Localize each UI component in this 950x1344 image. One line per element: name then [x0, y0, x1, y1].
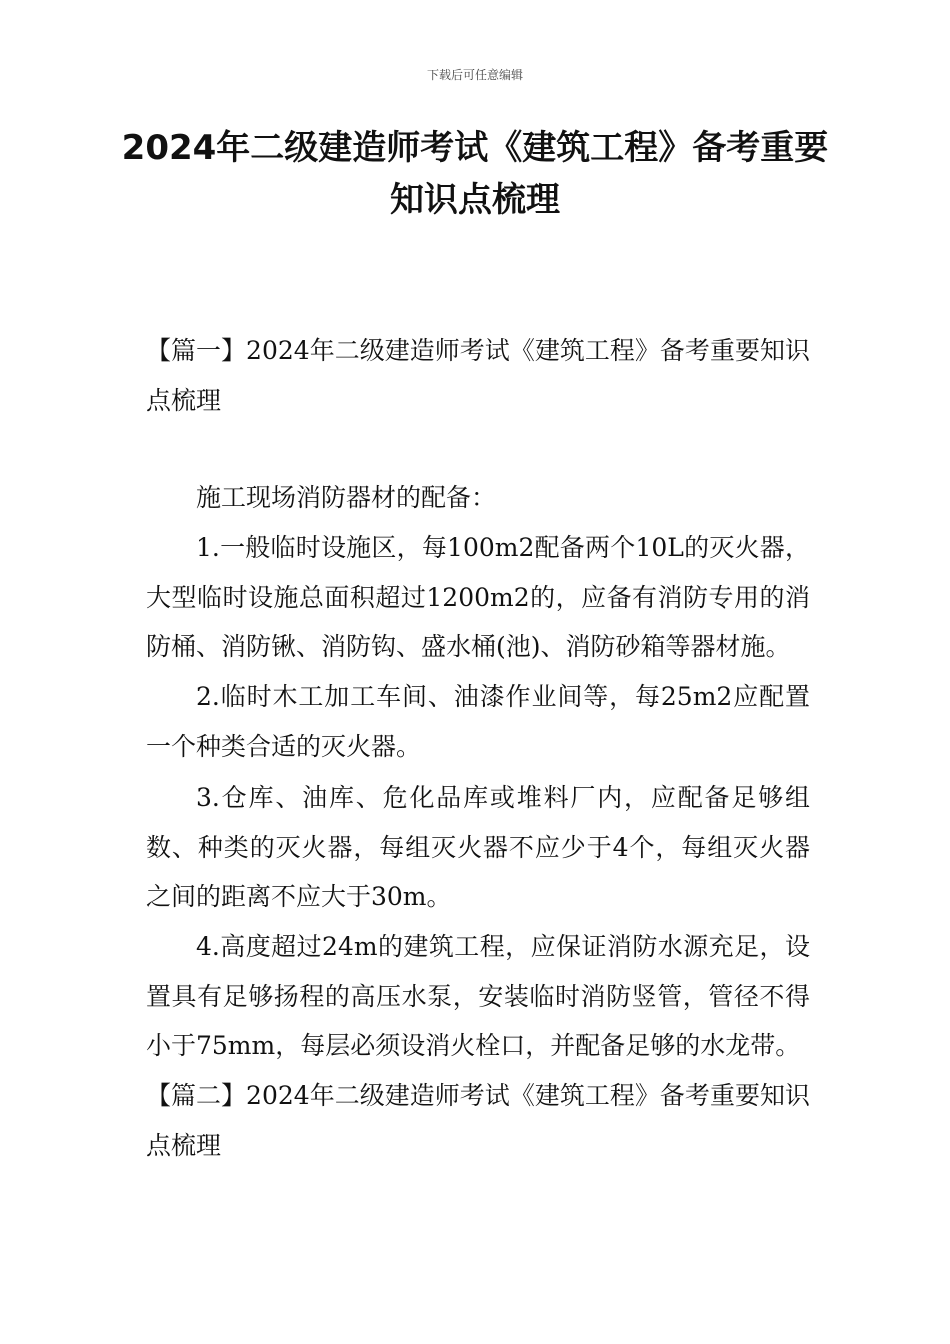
list-item-1: 1.一般临时设施区，每100m2配备两个10L的灭火器，大型临时设施总面积超过1200m2的，应备有消防专用的消防桶、消防锹、消防钩、盛水桶(池)、消防砂箱等器材施。 [146, 533, 810, 661]
list-item-4: 4.高度超过24m的建筑工程，应保证消防水源充足，设置具有足够扬程的高压水泵，安装临时消防竖管，管径不得小于75mm，每层必须设消火栓口，并配备足够的水龙带。 [146, 932, 810, 1060]
section-2-heading: 【篇二】2024年二级建造师考试《建筑工程》备考重要知识点梳理 [146, 1081, 810, 1160]
section-1-heading: 【篇一】2024年二级建造师考试《建筑工程》备考重要知识点梳理 [146, 336, 810, 415]
intro-paragraph: 施工现场消防器材的配备： [196, 483, 497, 512]
header-note: 下载后可任意编辑 [426, 68, 523, 82]
list-item-3: 3.仓库、油库、危化品库或堆料厂内，应配备足够组数、种类的灭火器，每组灭火器不应少于4个，每组灭火器之间的距离不应大于30m。 [146, 783, 810, 911]
list-item-2: 2.临时木工加工车间、油漆作业间等，每25m2应配置一个种类合适的灭火器。 [146, 682, 810, 761]
document-title: 2024年二级建造师考试《建筑工程》备考重要知识点梳理 [121, 128, 829, 220]
